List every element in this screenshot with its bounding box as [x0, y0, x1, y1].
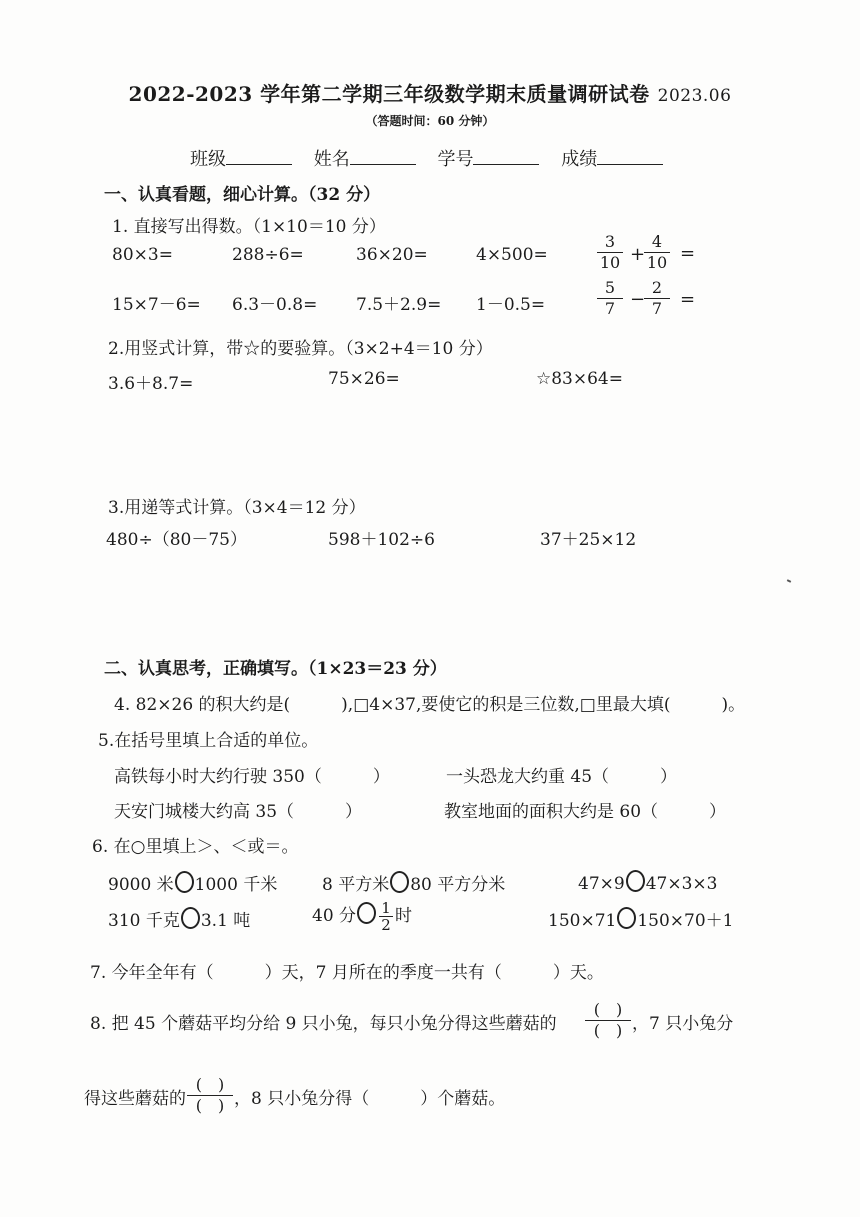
- q2-item: 75×26=: [328, 369, 400, 389]
- q1-item: 1－0.5=: [476, 295, 546, 315]
- field-id-blank[interactable]: [473, 146, 539, 165]
- q1-item: 7.5＋2.9=: [356, 295, 442, 315]
- denominator: 10: [599, 253, 621, 272]
- q3-heading: 3.用递等式计算。（3×4＝12 分）: [108, 498, 366, 518]
- answer-fraction[interactable]: [585, 1001, 631, 1040]
- exam-title: [0, 78, 860, 107]
- q8-part4: ，8 只小兔分得（ ）个蘑菇。: [234, 1089, 506, 1109]
- denominator-blank[interactable]: ( ): [195, 1096, 225, 1115]
- q1-item: 4×500=: [476, 245, 548, 265]
- q2-item: ☆83×64=: [536, 369, 623, 389]
- compare-circle[interactable]: [181, 907, 200, 929]
- numerator: 4: [651, 232, 663, 251]
- denominator: 7: [604, 299, 616, 318]
- q3-item: 480÷（80－75）: [106, 530, 247, 550]
- time-note: （答题时间：60 分钟）: [365, 114, 495, 128]
- q6-heading: 6. 在○里填上＞、＜或＝。: [92, 837, 299, 857]
- compare-left: 47×9: [578, 874, 625, 894]
- numerator-blank[interactable]: ( ): [195, 1075, 225, 1094]
- field-score-label: 成绩: [561, 149, 598, 170]
- q4-text: 4. 82×26 的积大约是( ),□4×37,要使它的积是三位数,□里最大填( )。: [114, 695, 746, 715]
- equals-sign: =: [680, 289, 696, 310]
- q6-compare-item: [578, 870, 717, 894]
- numerator-blank[interactable]: ( ): [593, 1000, 623, 1019]
- fraction: [597, 278, 623, 319]
- compare-circle[interactable]: [626, 870, 645, 892]
- q1-heading: 1. 直接写出得数。（1×10＝10 分）: [112, 217, 386, 237]
- compare-left: 9000 米: [108, 875, 174, 895]
- compare-left: 150×71: [548, 911, 617, 931]
- compare-circle[interactable]: [390, 871, 409, 893]
- q1-item: 36×20=: [356, 245, 428, 265]
- compare-circle[interactable]: [617, 907, 636, 929]
- q8-part1: 8. 把 45 个蘑菇平均分给 9 只小兔，每只小兔分得这些蘑菇的: [90, 1014, 557, 1034]
- q8-part3: 得这些蘑菇的: [84, 1089, 186, 1109]
- section1-heading: 一、认真看题，细心计算。（32 分）: [104, 185, 381, 205]
- q5-item: 教室地面的面积大约是 60（ ）: [444, 802, 727, 822]
- compare-right: 时: [395, 906, 413, 926]
- q8-line1: [90, 1009, 557, 1034]
- exam-title-text: 2022-2023 学年第二学期三年级数学期末质量调研试卷: [128, 82, 650, 106]
- plus-operator: +: [630, 244, 646, 265]
- compare-left: 8 平方米: [322, 875, 390, 895]
- fraction: [597, 232, 623, 273]
- compare-right: 1000 千米: [194, 875, 278, 895]
- denominator-blank[interactable]: ( ): [593, 1021, 623, 1040]
- q1-item: 15×7－6=: [112, 295, 201, 315]
- compare-left: 310 千克: [108, 911, 180, 931]
- field-id-label: 学号: [437, 149, 474, 170]
- compare-left: 40 分: [312, 906, 357, 926]
- q5-item: 一头恐龙大约重 45（ ）: [446, 767, 678, 787]
- denominator: 2: [381, 916, 391, 934]
- q8-part2: ，7 只小兔分: [632, 1014, 734, 1034]
- q6-compare-item: [312, 900, 412, 933]
- q6-compare-item: [548, 906, 733, 931]
- minus-operator: −: [630, 289, 646, 310]
- numerator: 3: [604, 232, 616, 251]
- q6-compare-item: [108, 906, 250, 931]
- section2-heading: 二、认真思考，正确填写。（1×23＝23 分）: [104, 659, 447, 679]
- denominator: 7: [651, 299, 663, 318]
- answer-fraction[interactable]: [187, 1076, 233, 1115]
- q1-item: 288÷6=: [232, 245, 304, 265]
- half-fraction: [379, 900, 393, 933]
- compare-circle[interactable]: [357, 902, 376, 924]
- numerator: 1: [381, 899, 391, 917]
- denominator: 10: [646, 253, 668, 272]
- field-class-blank[interactable]: [226, 146, 292, 165]
- q6-compare-item: [322, 870, 505, 895]
- compare-right: 47×3×3: [645, 874, 718, 894]
- q1-item: 6.3－0.8=: [232, 295, 318, 315]
- q6-compare-item: [108, 870, 277, 895]
- compare-circle[interactable]: [175, 871, 194, 893]
- field-name-blank[interactable]: [350, 146, 416, 165]
- q3-item: 37＋25×12: [540, 530, 637, 550]
- q2-item: 3.6＋8.7=: [108, 374, 194, 394]
- numerator: 5: [604, 278, 616, 297]
- equals-sign: =: [680, 243, 696, 264]
- numerator: 2: [651, 278, 663, 297]
- q5-heading: 5.在括号里填上合适的单位。: [98, 731, 319, 751]
- q5-item: 天安门城楼大约高 35（ ）: [114, 802, 363, 822]
- fraction: [644, 278, 670, 319]
- q5-item: 高铁每小时大约行驶 350（ ）: [114, 767, 390, 787]
- fraction: [644, 232, 670, 273]
- q2-heading: 2.用竖式计算，带☆的要验算。（3×2+4＝10 分）: [108, 339, 493, 359]
- student-info-row: [190, 145, 679, 171]
- scan-speck: [787, 579, 791, 583]
- compare-right: 3.1 吨: [200, 911, 251, 931]
- compare-right: 150×70＋1: [637, 911, 734, 931]
- q3-item: 598＋102÷6: [328, 530, 435, 550]
- field-score-blank[interactable]: [597, 146, 663, 165]
- q7-text: 7. 今年全年有（ ）天，7 月所在的季度一共有（ ）天。: [90, 963, 604, 983]
- exam-date: 2023.06: [657, 86, 732, 106]
- compare-right: 80 平方分米: [410, 875, 506, 895]
- field-name-label: 姓名: [313, 149, 350, 170]
- q1-item: 80×3=: [112, 245, 173, 265]
- field-class-label: 班级: [190, 149, 226, 170]
